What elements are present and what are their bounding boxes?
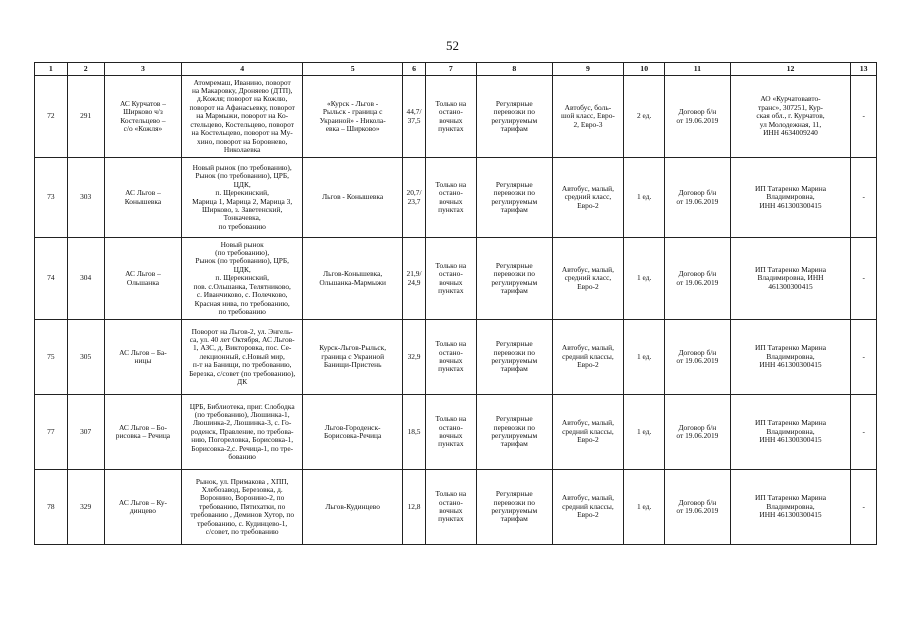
column-number: 13 <box>851 63 877 76</box>
stops-cell: Рынок, ул. Примакова , ХПП, Хлебозавод, Березовка, д. Воронино, Воронино-2, по требованию, Пятихатки, по требованию , Деминов Хутор, по требованию, с. Кудинцево-1, с/совет, по требованию <box>182 470 303 545</box>
roads-cell: Льгов-Конышевка, Ольшанка-Мармыжи <box>303 238 403 320</box>
stops-cell: Новый рынок (по требованию), Рынок (по требованию), ЦРБ, ЦДК, п. Щерекинский, Марица 1, Марица 2, Марица 3, Ширково, з. Заветенский, Тонкачевка, по требованию <box>182 158 303 238</box>
route-number-cell: 304 <box>67 238 104 320</box>
column-number: 9 <box>552 63 624 76</box>
roads-cell: Курск-Льгов-Рыльск, граница с Украиной Банищи-Пристень <box>303 320 403 395</box>
carrier-cell: ИП Татаренко Марина Владимировна, ИНН 461300300415 <box>730 320 851 395</box>
roads-cell: «Курск - Льгов - Рыльск - граница с Украиной» - Никола- евка – Ширково» <box>303 76 403 158</box>
notes-cell: - <box>851 320 877 395</box>
table-row <box>35 320 877 395</box>
column-number: 4 <box>182 63 303 76</box>
column-number: 1 <box>35 63 68 76</box>
stop-order-cell: Только на остано- вочных пунктах <box>425 76 476 158</box>
route-number-cell: 307 <box>67 395 104 470</box>
notes-cell: - <box>851 470 877 545</box>
transport-type-cell: Регулярные перевозки по регулируемым тарифам <box>476 238 552 320</box>
stops-cell: Поворот на Льгов-2, ул. Энгель- са, ул. 40 лет Октября, АС Льгов- 1, АЗС, д. Викторовка, пос. Се- лекционный, с.Новый мир, п-т на Банищи, по требованию, Березка, с/совет (по требованию), ДК <box>182 320 303 395</box>
table-row <box>35 395 877 470</box>
row-number-cell: 72 <box>35 76 68 158</box>
column-number-row <box>35 63 877 76</box>
column-number: 2 <box>67 63 104 76</box>
vehicle-class-cell: Автобус, боль- шой класс, Евро- 2, Евро-3 <box>552 76 624 158</box>
route-name-cell: АС Льгов – Ольшанка <box>104 238 182 320</box>
route-number-cell: 329 <box>67 470 104 545</box>
column-number: 3 <box>104 63 182 76</box>
column-number: 6 <box>403 63 426 76</box>
vehicle-count-cell: 1 ед. <box>624 395 665 470</box>
contract-cell: Договор б/н от 19.06.2019 <box>665 158 730 238</box>
vehicle-count-cell: 1 ед. <box>624 238 665 320</box>
carrier-cell: ИП Татаренко Марина Владимировна, ИНН 461300300415 <box>730 238 851 320</box>
column-number: 11 <box>665 63 730 76</box>
column-number: 7 <box>425 63 476 76</box>
route-name-cell: АС Льгов – Конышевка <box>104 158 182 238</box>
carrier-cell: ИП Татаренко Марина Владимировна, ИНН 461300300415 <box>730 470 851 545</box>
route-name-cell: АС Курчатов – Ширково ч/з Костельцево – с/о «Кожля» <box>104 76 182 158</box>
route-name-cell: АС Льгов – Ба- ницы <box>104 320 182 395</box>
route-name-cell: АС Льгов – Ку- динцево <box>104 470 182 545</box>
column-number: 5 <box>303 63 403 76</box>
vehicle-count-cell: 1 ед. <box>624 470 665 545</box>
notes-cell: - <box>851 158 877 238</box>
notes-cell: - <box>851 395 877 470</box>
vehicle-count-cell: 1 ед. <box>624 158 665 238</box>
stops-cell: ЦРБ, Библиотека, приг. Слободка (по требованию), Люшинка-1, Люшинка-2, Люшинка-3, с. Го- роденск, Правление, по требова- нию, Погореловка, Борисовка-1, Борисовка-2,с. Речица-1, по тре- бованию <box>182 395 303 470</box>
length-cell: 21,9/ 24,9 <box>403 238 426 320</box>
carrier-cell: ИП Татаренко Марина Владимировна, ИНН 461300300415 <box>730 158 851 238</box>
contract-cell: Договор б/н от 19.06.2019 <box>665 238 730 320</box>
page-number: 52 <box>446 38 459 53</box>
table-row <box>35 470 877 545</box>
transport-type-cell: Регулярные перевозки по регулируемым тарифам <box>476 158 552 238</box>
route-number-cell: 305 <box>67 320 104 395</box>
length-cell: 12,8 <box>403 470 426 545</box>
transport-type-cell: Регулярные перевозки по регулируемым тарифам <box>476 320 552 395</box>
table-row <box>35 238 877 320</box>
route-name-cell: АС Льгов – Бо- рисовка – Речица <box>104 395 182 470</box>
length-cell: 18,5 <box>403 395 426 470</box>
stop-order-cell: Только на остано- вочных пунктах <box>425 470 476 545</box>
roads-cell: Льгов - Конышевка <box>303 158 403 238</box>
stop-order-cell: Только на остано- вочных пунктах <box>425 395 476 470</box>
vehicle-class-cell: Автобус, малый, средний классы, Евро-2 <box>552 395 624 470</box>
column-number: 10 <box>624 63 665 76</box>
column-number: 8 <box>476 63 552 76</box>
transport-type-cell: Регулярные перевозки по регулируемым тарифам <box>476 470 552 545</box>
vehicle-count-cell: 2 ед. <box>624 76 665 158</box>
vehicle-class-cell: Автобус, малый, средний классы, Евро-2 <box>552 320 624 395</box>
vehicle-class-cell: Автобус, малый, средний класс, Евро-2 <box>552 158 624 238</box>
carrier-cell: АО «Курчатовавто- транс», 307251, Кур- ская обл., г. Курчатов, ул Молодежная, 11, ИНН 4634009240 <box>730 76 851 158</box>
row-number-cell: 74 <box>35 238 68 320</box>
transport-type-cell: Регулярные перевозки по регулируемым тарифам <box>476 76 552 158</box>
table-row <box>35 76 877 158</box>
routes-table <box>34 62 877 545</box>
contract-cell: Договор б/н от 19.06.2019 <box>665 395 730 470</box>
stop-order-cell: Только на остано- вочных пунктах <box>425 320 476 395</box>
stop-order-cell: Только на остано- вочных пунктах <box>425 158 476 238</box>
stop-order-cell: Только на остано- вочных пунктах <box>425 238 476 320</box>
notes-cell: - <box>851 76 877 158</box>
length-cell: 20,7/ 23,7 <box>403 158 426 238</box>
stops-cell: Новый рынок (по требованию), Рынок (по требованию), ЦРБ, ЦДК, п. Щерекинский, пов. с.Ольшанка, Телятниково, с. Иванчиково, с. Полечково, Красная нива, по требованию, по требованию <box>182 238 303 320</box>
length-cell: 44,7/ 37,5 <box>403 76 426 158</box>
vehicle-count-cell: 1 ед. <box>624 320 665 395</box>
contract-cell: Договор б/н от 19.06.2019 <box>665 320 730 395</box>
roads-cell: Льгов-Городенск- Борисовка-Речица <box>303 395 403 470</box>
route-number-cell: 291 <box>67 76 104 158</box>
vehicle-class-cell: Автобус, малый, средний класс, Евро-2 <box>552 238 624 320</box>
stops-cell: Атомремаш, Иванино, поворот на Макаровку, Дроняево (ДТП), д.Кожля; поворот на Кожлю, поворот на Афанасьевку, поворот на Мармыжи, поворот на Ко- стельцево, Костельцево, поворот на Костельцево, поворот на Му- хино, поворот на Боровнево, Николаевка <box>182 76 303 158</box>
route-number-cell: 303 <box>67 158 104 238</box>
contract-cell: Договор б/н от 19.06.2019 <box>665 76 730 158</box>
contract-cell: Договор б/н от 19.06.2019 <box>665 470 730 545</box>
vehicle-class-cell: Автобус, малый, средний классы, Евро-2 <box>552 470 624 545</box>
row-number-cell: 73 <box>35 158 68 238</box>
roads-cell: Льгов-Кудинцево <box>303 470 403 545</box>
length-cell: 32,9 <box>403 320 426 395</box>
row-number-cell: 75 <box>35 320 68 395</box>
carrier-cell: ИП Татаренко Марина Владимировна, ИНН 461300300415 <box>730 395 851 470</box>
row-number-cell: 77 <box>35 395 68 470</box>
row-number-cell: 78 <box>35 470 68 545</box>
table-row <box>35 158 877 238</box>
transport-type-cell: Регулярные перевозки по регулируемым тарифам <box>476 395 552 470</box>
notes-cell: - <box>851 238 877 320</box>
column-number: 12 <box>730 63 851 76</box>
